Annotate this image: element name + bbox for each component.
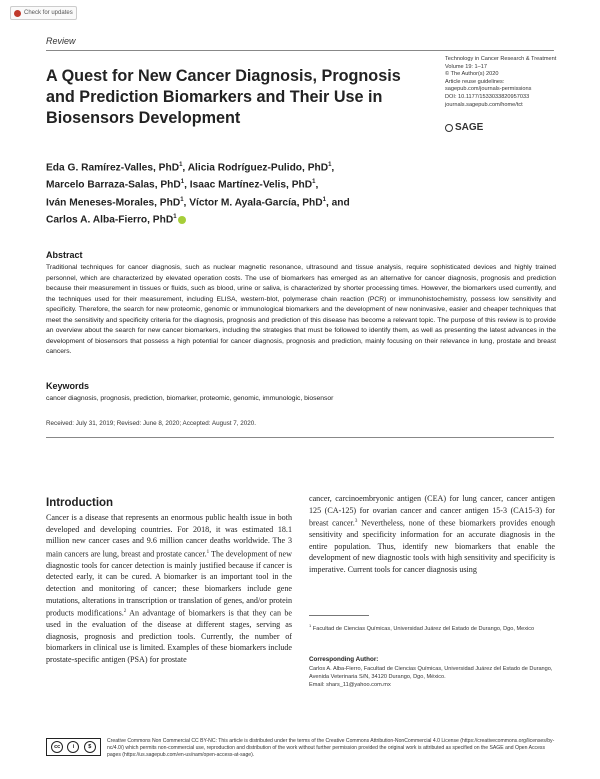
affiliation-ref: 1 xyxy=(180,196,184,203)
body-column-left xyxy=(46,512,292,665)
author: Víctor M. Ayala-García, PhD xyxy=(189,197,323,209)
section-label: Review xyxy=(46,36,76,46)
affiliation-ref: 1 xyxy=(322,196,326,203)
body-text: cancer, carcinoembryonic antigen (CEA) for lung cancer, cancer antigen 125 (CA-125) for ovarian cancer and cancer antigen 15-3 (CA15-3) for breast cancer. xyxy=(309,494,555,528)
reference-link[interactable]: 1 xyxy=(206,549,210,555)
author: Isaac Martínez-Velis, PhD xyxy=(189,179,313,191)
affiliation-ref: 1 xyxy=(173,214,177,221)
attribution-icon: i xyxy=(67,741,79,753)
crossmark-icon xyxy=(14,10,21,17)
abstract-heading: Abstract xyxy=(46,250,83,260)
body-text: Cancer is a disease that represents an enormous public health issue in both developed and developing countries. For 2018, it was estimated 18.1 million new cancer cases and 9.6 million cancer deaths worldwide. The 3 main cancers are lung, breast and prostate cancer. xyxy=(46,513,292,559)
journal-home-link[interactable]: journals.sagepub.com/home/tct xyxy=(445,101,523,108)
sage-logo-text: SAGE xyxy=(455,122,484,133)
introduction-heading: Introduction xyxy=(46,497,114,509)
body-text: Nevertheless, none of these biomarkers provides enough sensitivity and specificity information for an accurate diagnosis in the entire population. Thus, identify new biomarkers that enable the development of new diagnostic tools with high sensitivity and specificity is imperative. Current tools for cancer diagnosis using xyxy=(309,518,555,574)
permissions-link[interactable]: sagepub.com/journals-permissions xyxy=(445,86,532,93)
affiliation-footnote xyxy=(309,622,555,633)
author: Iván Meneses-Morales, PhD xyxy=(46,197,181,209)
author: Marcelo Barraza-Salas, PhD xyxy=(46,179,181,191)
sage-logo-icon xyxy=(445,124,453,132)
journal-meta xyxy=(445,56,565,109)
author: Eda G. Ramírez-Valles, PhD xyxy=(46,162,180,174)
footnote-divider xyxy=(309,615,369,616)
check-updates-label: Check for updates xyxy=(24,10,73,16)
corresponding-author-heading: Corresponding Author: xyxy=(309,656,379,663)
affiliation-ref: 1 xyxy=(180,179,185,186)
noncommercial-icon: $ xyxy=(84,741,96,753)
abstract-text: Traditional techniques for cancer diagnosis, such as nuclear magnetic resonance, ultrasound and tissue analysis, require sophisticated devices and highly trained personnel, which are characterized by elevated operation costs. The use of biomarkers has emerged as an alternative for cancer diagnosis, prognosis and prediction because their measurement in tissues or fluids, such as blood, urine or saliva, is characterized by shorter processing times. However, the biomarkers used currently, and the techniques used for their measurement, including ELISA, western-blot, polymerase chain reaction (PCR) or immunohistochemistry, possess low sensitivity and specificity. Therefore, the search for new proteomic, genomic or immunological biomarkers and the development of new noninvasive, easier and cheaper techniques that meet the sensitivity and specificity criteria for the diagnosis, prognosis and prediction of this disease has become a relevant topic. The purpose of this review is to provide an overview about the search for new cancer biomarkers, including the strategies that must be followed to identify them, as well as presenting the latest advances in the development of biosensors that possess a high potential for cancer diagnosis, prognosis and prediction, mainly focusing on their relevance in lung, prostate and breast cancers. xyxy=(46,264,556,356)
cc-license-badge[interactable] xyxy=(46,738,101,756)
body-text: An advantage of biomarkers is that they can be used in the evaluation of the disease at different stages, serving as diagnosis, prognosis and prediction tools. Currently, the number of biomarkers in clinical use is limited. Examples of these biomarkers include prostate-specific antigen (PSA) for prostate xyxy=(46,608,292,664)
affiliation-text: Facultad de Ciencias Químicas, Universidad Juárez del Estado de Durango, Dgo, Mexico xyxy=(312,625,535,632)
keywords-text: cancer diagnosis, prognosis, prediction, biomarker, proteomic, genomic, immunologic, biosensor xyxy=(46,395,334,402)
affiliation-ref: 1 xyxy=(328,162,332,168)
doi[interactable]: DOI: 10.1177/1533033820957033 xyxy=(445,93,530,100)
journal-volume: Volume 19: 1–17 xyxy=(445,63,487,70)
reuse-guidelines: Article reuse guidelines: xyxy=(445,78,505,85)
check-for-updates-badge[interactable] xyxy=(10,6,77,20)
header-divider xyxy=(46,437,554,438)
author: Alicia Rodríguez-Pulido, PhD xyxy=(187,162,329,174)
corresponding-author xyxy=(309,665,555,689)
sage-logo xyxy=(445,122,483,133)
orcid-icon[interactable] xyxy=(178,216,186,224)
keywords-heading: Keywords xyxy=(46,381,90,391)
body-column-right xyxy=(309,493,555,576)
body-text: The development of new diagnostic tools for cancer detection is mainly justified because if cancer is detected early, it can be cured. A biomarker is an important tool in the detection and monitoring of cancer; these biomarkers include gene mutations, alterations in transcription or translation of genes, and/or protein products modifications. xyxy=(46,549,292,618)
article-dates: Received: July 31, 2019; Revised: June 8, 2020; Accepted: August 7, 2020. xyxy=(46,420,257,427)
corresponding-author-email[interactable]: Email: shars_11@yahoo.com.mx xyxy=(309,682,391,688)
author: Carlos A. Alba-Fierro, PhD xyxy=(46,214,174,226)
top-divider xyxy=(46,50,554,51)
corresponding-author-address: Carlos A. Alba-Fierro, Facultad de Ciencias Químicas, Universidad Juárez del Estado de Durango, Avenida Veterinaria S/N, 34120 Durango, Dgo, México. xyxy=(309,666,553,680)
affiliation-ref: 1 xyxy=(179,162,183,168)
reference-link[interactable]: 3 xyxy=(354,519,358,525)
affiliation-number: 1 xyxy=(309,623,312,628)
author-list: Eda G. Ramírez-Valles, PhD$^1$, Alicia Rodríguez-Pulido, PhD$^1$, Marcelo Barraza-Salas, PhD$^1$, Isaac Martínez-Velis, PhD$^1$, Iván Meneses-Morales, PhD$^1$, Víctor M. Ayala-García, PhD$^1$, and Carlos A. Alba-Fierro, PhD$^1$ xyxy=(46,162,350,226)
affiliation-ref: 1 xyxy=(312,179,316,186)
reference-link[interactable]: 2 xyxy=(123,609,127,615)
journal-name: Technology in Cancer Research & Treatment xyxy=(445,56,557,62)
copyright: © The Author(s) 2020 xyxy=(445,71,499,78)
article-title: A Quest for New Cancer Diagnosis, Prognosis and Prediction Biomarkers and Their Use in Biosensors Development xyxy=(46,67,401,127)
license-text: Creative Commons Non Commercial CC BY-NC: This article is distributed under the terms of the Creative Commons Attribution-NonCommercial 4.0 License (https://creativecommons.org/licenses/by-nc/4.0/) which permits non-commercial use, reproduction and distribution of the work without further permission provided the original work is attributed as specified on the SAGE and Open Access pages (https://us.sagepub.com/en-us/nam/open-access-at-sage). xyxy=(107,738,555,759)
cc-icon: cc xyxy=(51,741,63,753)
